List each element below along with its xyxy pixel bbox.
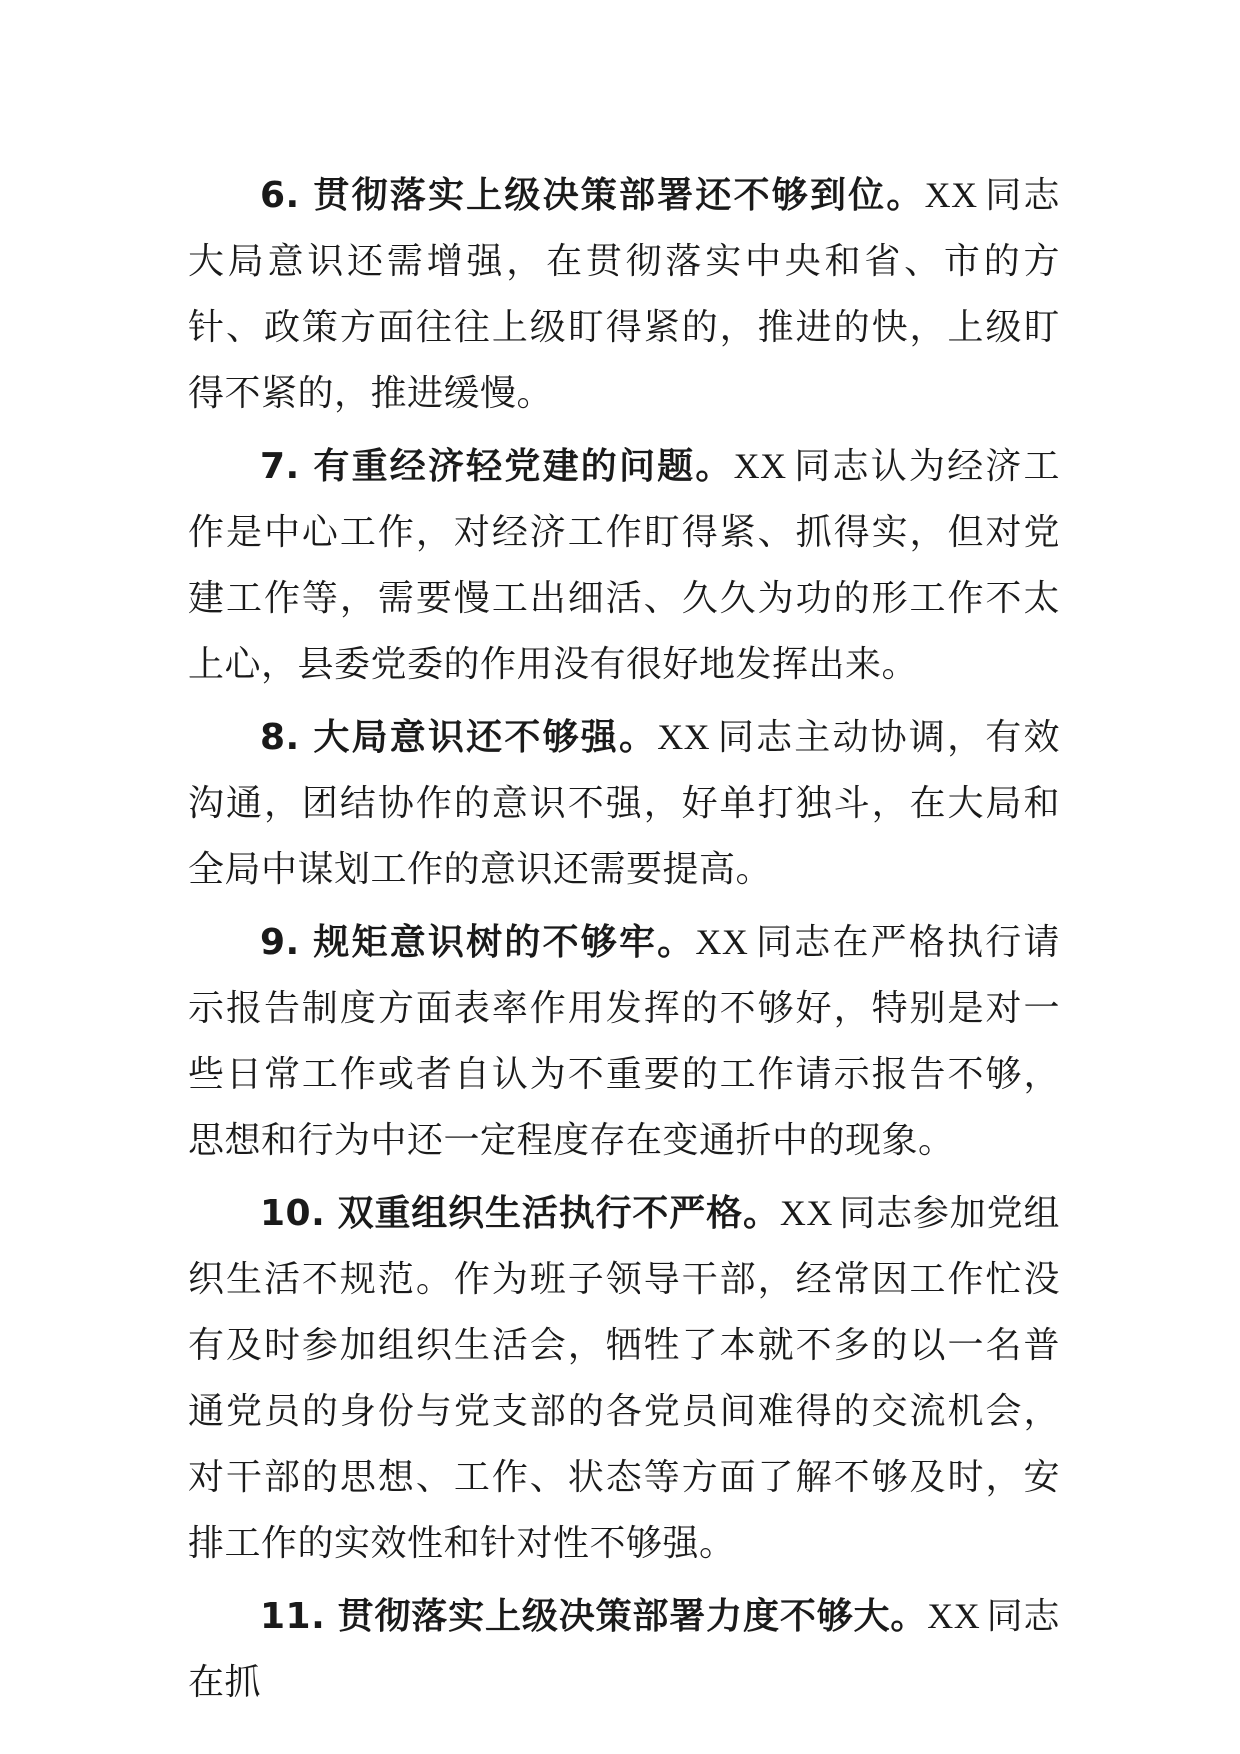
item-body: 同志认为经济工作是中心工作，对经济工作盯得紧、抓得实，但对党建工作等，需要慢工出细活、久久为功的形工作不太上心，县委党委的作用没有很好地发挥出来。 [188, 446, 1060, 685]
item-number: 8. [260, 717, 300, 758]
paragraph-item-10 [188, 1180, 1060, 1577]
paragraph-item-6 [188, 162, 1060, 427]
item-heading: 双重组织生活执行不严格。 [337, 1193, 780, 1234]
item-body: 同志大局意识还需增强，在贯彻落实中央和省、市的方针、政策方面往往上级盯得紧的，推进的快，上级盯得不紧的，推进缓慢。 [188, 175, 1060, 414]
item-heading: 有重经济轻党建的问题。 [313, 446, 734, 487]
item-number: 6. [260, 175, 300, 216]
paragraph-item-11 [188, 1583, 1060, 1716]
item-body: 同志主动协调，有效沟通，团结协作的意识不强，好单打独斗，在大局和全局中谋划工作的意识还需要提高。 [188, 717, 1060, 890]
item-body: 同志在抓 [188, 1596, 1060, 1703]
item-number: 10. [260, 1193, 326, 1234]
item-body: 同志参加党组织生活不规范。作为班子领导干部，经常因工作忙没有及时参加组织生活会，牺牲了本就不多的以一名普通党员的身份与党支部的各党员间难得的交流机会，对干部的思想、工作、状态等方面了解不够及时，安排工作的实效性和针对性不够强。 [188, 1193, 1060, 1564]
item-heading: 贯彻落实上级决策部署还不够到位。 [313, 175, 925, 216]
item-subject: XX [924, 175, 978, 215]
paragraph-item-8 [188, 704, 1060, 903]
document-page [188, 162, 1060, 1722]
paragraph-item-9 [188, 909, 1060, 1174]
item-number: 7. [260, 446, 300, 487]
item-subject: XX [779, 1193, 833, 1233]
item-heading: 贯彻落实上级决策部署力度不够大。 [337, 1596, 928, 1637]
item-heading: 规矩意识树的不够牢。 [313, 922, 696, 963]
item-subject: XX [733, 446, 787, 486]
item-heading: 大局意识还不够强。 [313, 717, 658, 758]
paragraph-item-7 [188, 433, 1060, 698]
item-subject: XX [695, 922, 749, 962]
item-number: 11. [260, 1596, 326, 1637]
item-subject: XX [657, 717, 711, 757]
item-body: 同志在严格执行请示报告制度方面表率作用发挥的不够好，特别是对一些日常工作或者自认为不重要的工作请示报告不够，思想和行为中还一定程度存在变通折中的现象。 [188, 922, 1060, 1161]
item-number: 9. [260, 922, 300, 963]
item-subject: XX [927, 1596, 981, 1636]
